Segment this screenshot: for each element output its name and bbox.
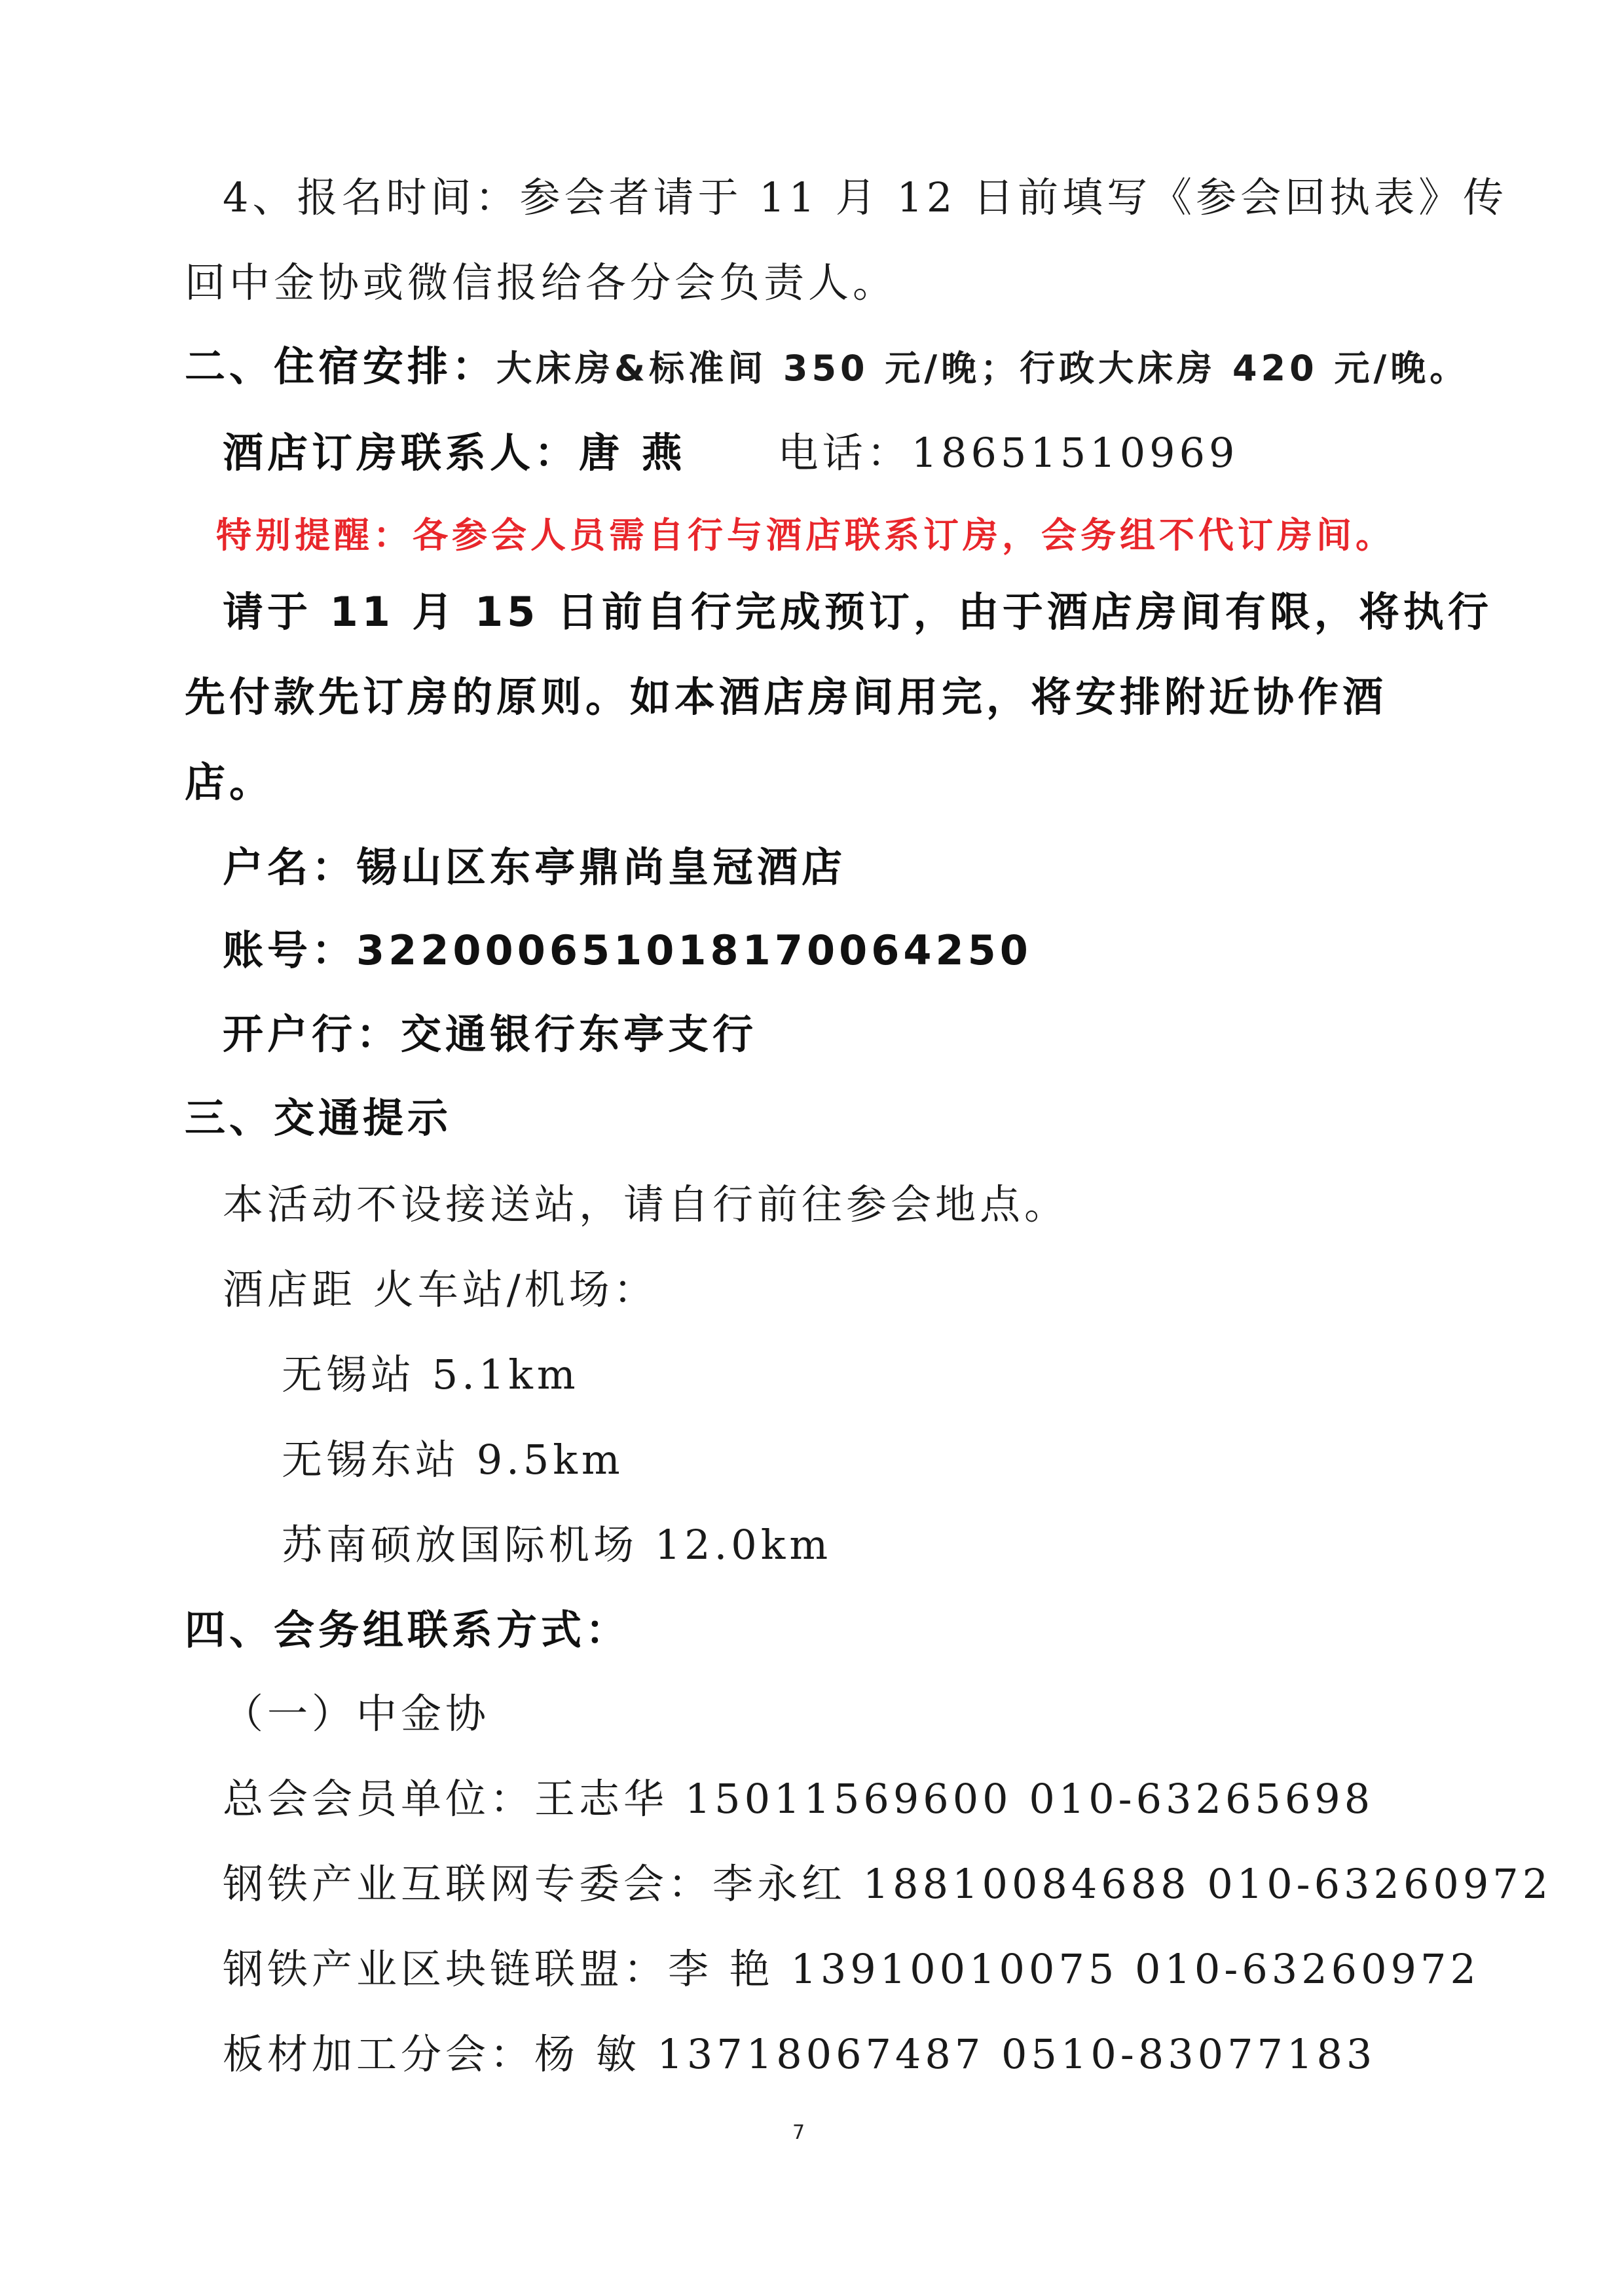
booking-contact-name: 酒店订房联系人：唐 燕 [223,429,686,477]
booking-contact-line [223,427,1239,479]
contact-plate-processing: 板材加工分会：杨 敏 13718067487 0510-83077183 [223,2030,1376,2078]
contact-steel-blockchain: 钢铁产业区块链联盟：李 艳 13910010075 010-63260972 [223,1945,1480,1993]
contact-steel-internet: 钢铁产业互联网专委会：李永红 18810084688 010-63260972 [223,1860,1553,1908]
section-three-heading: 三、交通提示 [185,1094,452,1142]
contact-member-unit: 总会会员单位：王志华 15011569600 010-63265698 [223,1775,1375,1823]
room-price-text: 大床房&标准间 350 元/晚；行政大床房 420 元/晚。 [496,348,1469,389]
booking-deadline-line2: 先付款先订房的原则。如本酒店房间用完，将安排附近协作酒 [185,673,1388,721]
booking-contact-phone: 电话：18651510969 [777,429,1239,477]
account-bank: 开户行：交通银行东亭支行 [223,1010,758,1058]
registration-time-line1: 4、报名时间：参会者请于 11 月 12 日前填写《参会回执表》传 [223,173,1508,221]
section-four-heading: 四、会务组联系方式： [185,1606,631,1654]
distance-airport: 苏南硕放国际机场 12.0km [282,1521,832,1569]
no-shuttle-note: 本活动不设接送站，请自行前往参会地点。 [223,1180,1069,1228]
booking-deadline-line1: 请于 11 月 15 日前自行完成预订，由于酒店房间有限，将执行 [223,588,1492,636]
account-name: 户名：锡山区东亭鼎尚皇冠酒店 [223,843,847,891]
subsection-one-heading: （一）中金协 [223,1690,490,1738]
accommodation-line [185,340,1469,395]
special-reminder: 特别提醒：各参会人员需自行与酒店联系订房，会务组不代订房间。 [216,515,1395,556]
distance-heading: 酒店距 火车站/机场： [223,1266,658,1313]
page-number: 7 [792,2121,805,2144]
account-number: 账号：322000651018170064250 [223,926,1032,974]
section-two-heading: 二、住宿安排： [185,342,497,390]
booking-deadline-line3: 店。 [185,758,274,806]
distance-wuxi-east-station: 无锡东站 9.5km [282,1436,624,1484]
distance-wuxi-station: 无锡站 5.1km [282,1351,580,1398]
registration-time-line2: 回中金协或微信报给各分会负责人。 [185,259,898,306]
